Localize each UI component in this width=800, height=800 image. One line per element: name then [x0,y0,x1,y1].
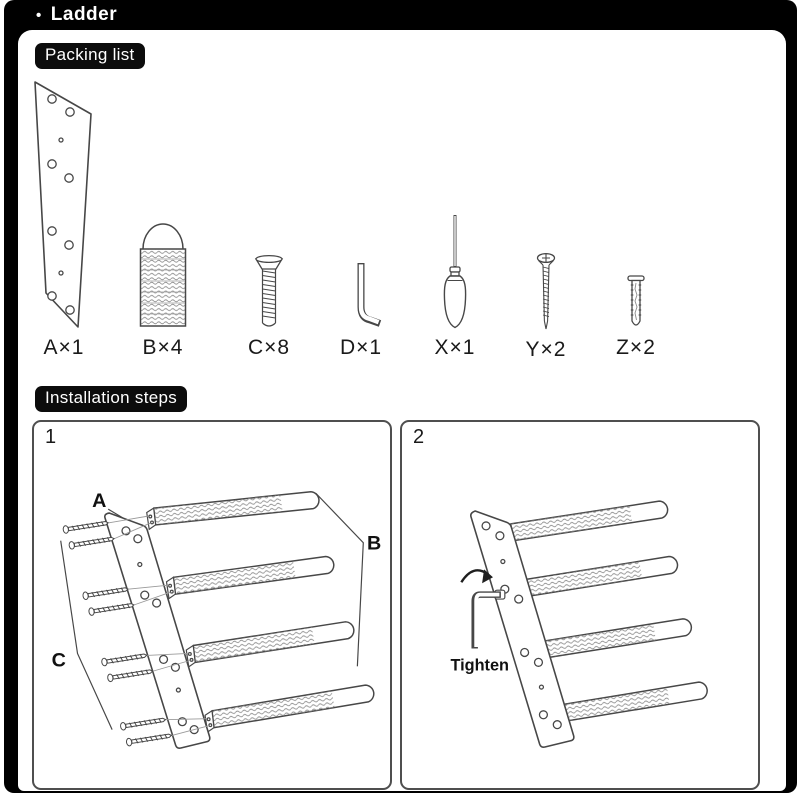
side-rail-drawing [471,511,574,747]
step-1-number: 1 [45,426,57,448]
part-c [236,253,302,360]
callout-b: B [367,532,382,555]
callout-c-bracket [61,541,112,730]
part-d [323,257,399,360]
step-2-number: 2 [413,426,425,448]
wood-screw-icon [534,251,558,333]
part-d-label: D×1 [339,336,383,359]
step-1-panel [32,420,392,790]
packing-list-badge: Packing list [35,43,145,69]
part-y [515,251,577,362]
side-rail-plate-icon [31,76,97,331]
part-z [605,273,667,360]
page-title [36,4,117,26]
callout-c: C [51,649,66,672]
installation-steps-badge: Installation steps [35,386,187,412]
step-2-panel [400,420,760,790]
tighten-label: Tighten [450,656,510,675]
part-b-label: B×4 [142,336,184,359]
part-y-label: Y×2 [525,338,567,361]
allen-key-drawing [475,590,505,648]
bolt-icon [252,253,286,331]
exploded-assembly-drawing [34,422,390,788]
content-card [18,30,786,791]
wall-anchor-icon [624,273,648,331]
step-tread-icon [136,215,190,331]
part-x [424,213,486,360]
bullet-icon: • [36,6,42,24]
tighten-assembly-drawing [402,422,758,788]
part-a [26,76,102,360]
part-z-label: Z×2 [616,336,656,359]
part-b [130,215,196,360]
callout-a: A [92,490,107,513]
screwdriver-icon [442,213,468,331]
side-rail-drawing [105,513,210,748]
part-x-label: X×1 [434,336,476,359]
part-a-label: A×1 [43,336,85,359]
part-c-label: C×8 [247,336,291,359]
page-title-text: Ladder [50,4,118,25]
allen-key-icon [340,257,382,331]
